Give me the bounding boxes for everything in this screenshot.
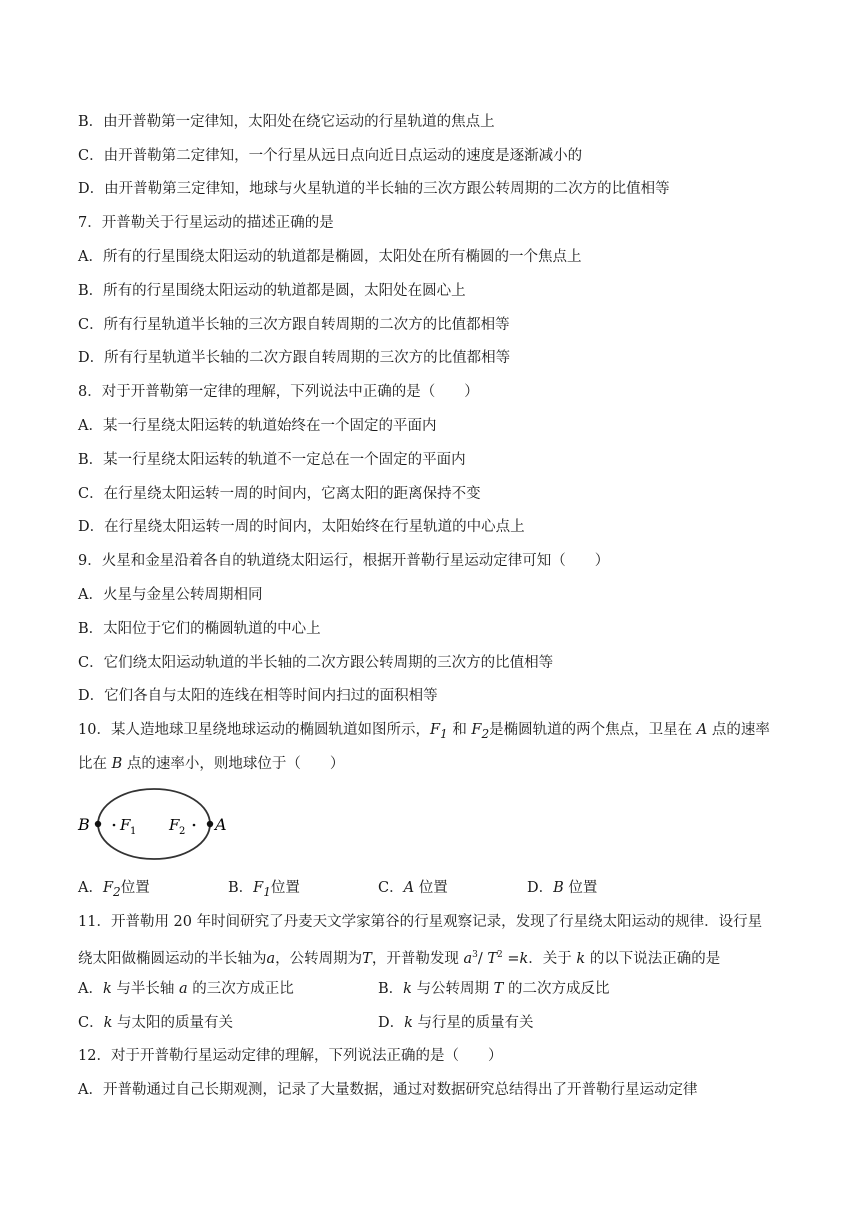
q6-option-d: D．由开普勒第三定律知，地球与火星轨道的半长轴的三次方跟公转周期的二次方的比值相等 [78, 181, 670, 197]
q11-option-prefix: A． [78, 981, 103, 997]
q10-option-suffix: 位置 [270, 880, 300, 896]
q11-option-text: 与行星的质量有关 [417, 1015, 534, 1031]
q11-option-b [378, 979, 609, 999]
q10-option-a [78, 878, 150, 902]
q11-formula-exp: 3 [472, 950, 478, 960]
q11-stem-line1: 11．开普勒用 20 年时间研究了丹麦天文学家第谷的行星观察记录，发现了行星绕太阳运动的规律．设行星 [78, 914, 763, 930]
q10-text: 比在 [78, 756, 107, 772]
q7-stem: 7．开普勒关于行星运动的描述正确的是 [78, 215, 334, 231]
q9-option-a: A．火星与金星公转周期相同 [78, 587, 263, 603]
q11-var-a: a [179, 981, 188, 997]
q11-var-k: k [576, 950, 586, 967]
q11-option-prefix: B． [378, 981, 404, 997]
q10-option-var: A [403, 880, 415, 896]
label-a: A [215, 815, 227, 834]
q10-option-d [527, 878, 597, 898]
q11-var-k: k [103, 1015, 113, 1031]
q10-sub: 1 [440, 726, 448, 741]
q10-stem-line1 [78, 720, 800, 744]
q11-option-prefix: C． [78, 1015, 104, 1031]
q6-option-b: B．由开普勒第一定律知，太阳处在绕它运动的行星轨道的焦点上 [78, 114, 495, 130]
q11-option-text: 的三次方成正比 [192, 981, 294, 997]
q11-var-a: a [266, 950, 276, 967]
q11-text: ，公转周期为 [275, 950, 363, 967]
q11-formula-t: T [487, 950, 497, 967]
q10-option-prefix: B． [228, 880, 254, 896]
q11-text: 绕太阳做椭圆运动的半长轴为 [78, 950, 267, 967]
q8-option-a: A．某一行星绕太阳运转的轨道始终在一个固定的平面内 [78, 418, 437, 434]
q11-option-text: 的二次方成反比 [507, 981, 610, 997]
q10-option-prefix: A． [78, 880, 103, 896]
q10-stem-line2 [78, 754, 800, 774]
label-f1-sub: 1 [130, 826, 137, 837]
q8-stem: 8．对于开普勒第一定律的理解，下列说法中正确的是（ ） [78, 384, 479, 400]
q10-text: 点的速率 [711, 722, 770, 738]
label-b: B [78, 815, 90, 834]
q11-text: ，开普勒发现 [371, 950, 459, 967]
q10-var-b: B [111, 756, 123, 772]
q12-stem: 12．对于开普勒行星运动定律的理解，下列说法正确的是（ ） [78, 1048, 503, 1064]
q11-option-prefix: D． [378, 1015, 405, 1031]
q11-option-d [378, 1013, 534, 1033]
q8-option-b: B．某一行星绕太阳运转的轨道不一定总在一个固定的平面内 [78, 452, 466, 468]
orbit-figure [72, 784, 242, 866]
q10-text: 10．某人造地球卫星绕地球运动的椭圆轨道如图所示， [78, 722, 430, 738]
q11-formula-eq: = [502, 950, 520, 967]
q10-text: 点的速率小，则地球位于（ ） [126, 756, 345, 772]
q7-option-a: A．所有的行星围绕太阳运动的轨道都是椭圆，太阳处在所有椭圆的一个焦点上 [78, 249, 582, 265]
q10-option-sub: 1 [263, 884, 271, 899]
q10-sub: 2 [481, 726, 490, 741]
q10-option-prefix: C． [378, 880, 404, 896]
q11-formula-exp: 2 [497, 950, 503, 960]
point-a-dot [207, 821, 213, 827]
q9-option-d: D．它们各自与太阳的连线在相等时间内扫过的面积相等 [78, 688, 438, 704]
q11-text: 的以下说法正确的是 [589, 950, 721, 967]
q11-formula-a: a [463, 950, 473, 967]
q11-option-c [78, 1013, 233, 1033]
q10-text: 和 [452, 722, 467, 738]
q11-var-k: k [403, 981, 412, 997]
orbit-diagram [72, 784, 242, 866]
q11-var-t: T [362, 950, 372, 967]
q10-option-suffix: 位置 [418, 880, 448, 896]
q11-option-text: 与半长轴 [116, 981, 175, 997]
q12-option-a: A．开普勒通过自己长期观测，记录了大量数据，通过对数据研究总结得出了开普勒行星运动定律 [78, 1082, 698, 1098]
q8-option-d: D．在行星绕太阳运转一周的时间内，太阳始终在行星轨道的中心点上 [78, 519, 525, 535]
q11-option-text: 与太阳的质量有关 [117, 1015, 234, 1031]
label-f2-sub: 2 [179, 826, 186, 837]
q11-option-text: 与公转周期 [416, 981, 490, 997]
q10-var-f: F [429, 722, 441, 738]
q11-var-t: T [493, 981, 504, 997]
q10-var-a: A [696, 722, 708, 738]
q7-option-c: C．所有行星轨道半长轴的三次方跟自转周期的二次方的比值都相等 [78, 317, 510, 333]
q11-var-k: k [102, 981, 112, 997]
q11-stem-line2 [78, 945, 800, 969]
q10-option-var: F [253, 880, 264, 896]
point-b-dot [95, 821, 101, 827]
focus-f1-dot [113, 824, 116, 827]
q10-text: 是椭圆轨道的两个焦点，卫星在 [489, 722, 693, 738]
q11-formula-k: k [519, 950, 529, 967]
q10-option-b [228, 878, 300, 902]
q10-var-f: F [471, 722, 482, 738]
q11-text: ．关于 [528, 950, 572, 967]
q10-option-var: F [102, 880, 114, 896]
label-f2: F [169, 816, 180, 834]
q9-stem: 9．火星和金星沿着各自的轨道绕太阳运行，根据开普勒行星运动定律可知（ ） [78, 553, 610, 569]
label-f1: F [120, 816, 131, 834]
q10-option-c [378, 878, 448, 898]
q10-option-sub: 2 [113, 884, 121, 899]
q11-option-a [78, 979, 294, 999]
q9-option-c: C．它们绕太阳运动轨道的半长轴的二次方跟公转周期的三次方的比值相等 [78, 655, 554, 671]
q10-option-suffix: 位置 [568, 880, 598, 896]
focus-f2-dot [193, 824, 196, 827]
q10-option-prefix: D． [527, 880, 554, 896]
q7-option-d: D．所有行星轨道半长轴的二次方跟自转周期的三次方的比值都相等 [78, 350, 511, 366]
q10-option-var: B [553, 880, 564, 896]
q10-option-suffix: 位置 [120, 880, 150, 896]
q7-option-b: B．所有的行星围绕太阳运动的轨道都是圆，太阳处在圆心上 [78, 283, 466, 299]
q9-option-b: B．太阳位于它们的椭圆轨道的中心上 [78, 621, 321, 637]
q11-formula-slash: / [477, 950, 488, 967]
q8-option-c: C．在行星绕太阳运转一周的时间内，它离太阳的距离保持不变 [78, 486, 481, 502]
q11-var-k: k [404, 1015, 413, 1031]
q6-option-c: C．由开普勒第二定律知，一个行星从远日点向近日点运动的速度是逐渐减小的 [78, 148, 583, 164]
